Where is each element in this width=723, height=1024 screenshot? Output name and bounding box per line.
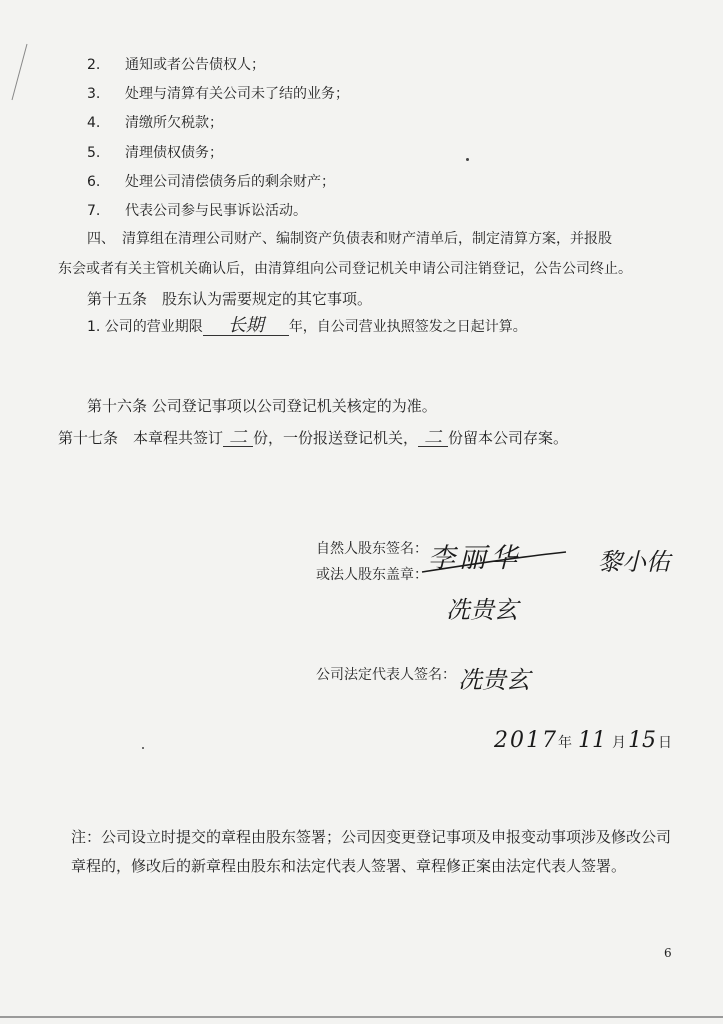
date-year: 2017 [494, 728, 558, 753]
copies-total-blank [223, 427, 253, 448]
list-item-number: 7. [87, 203, 101, 219]
copies-total-value: 二 [229, 427, 248, 448]
date-day-label: 日 [658, 735, 672, 751]
legal-representative-signature: 冼贵玄 [458, 666, 530, 694]
business-term-blank [203, 315, 289, 336]
list-item-text: 清缴所欠税款； [125, 115, 223, 131]
scan-mark [0, 40, 30, 110]
copies-kept-value: 二 [424, 427, 443, 448]
legal-person-seal-label: 或法人股东盖章： [316, 567, 428, 583]
list-item [87, 144, 223, 162]
list-item-text: 清理债权债务； [125, 145, 223, 161]
shareholder-signature-3: 冼贵玄 [446, 596, 518, 624]
list-item [87, 202, 307, 220]
article-17-middle: 份，一份报送登记机关， [253, 429, 419, 447]
date-year-label: 年 [558, 735, 572, 751]
list-item-number: 2. [87, 57, 101, 73]
list-item [87, 173, 335, 191]
article-15-heading: 第十五条 股东认为需要规定的其它事项。 [87, 290, 373, 308]
scan-bottom-edge [0, 1016, 723, 1018]
natural-person-signature-label: 自然人股东签名： [316, 541, 428, 557]
list-item-text: 通知或者公告债权人； [125, 57, 265, 73]
list-item [87, 85, 349, 103]
list-item-text: 处理与清算有关公司未了结的业务； [125, 86, 349, 102]
signing-date [494, 728, 672, 753]
date-month: 11 [578, 728, 606, 753]
list-item-number: 6. [87, 174, 101, 190]
signature-strike [420, 548, 570, 578]
article-17-suffix: 份留本公司存案。 [448, 429, 569, 447]
article-17-line [58, 429, 568, 447]
business-term-label: 1. 公司的营业期限 [87, 319, 203, 335]
scan-speck [466, 158, 469, 161]
business-term-line [87, 315, 527, 336]
page-number: 6 [664, 946, 672, 960]
article-17-prefix: 第十七条 本章程共签订 [58, 429, 224, 447]
date-month-label: 月 [612, 735, 626, 751]
note-line-2: 章程的，修改后的新章程由股东和法定代表人签署、章程修正案由法定代表人签署。 [71, 857, 627, 875]
business-term-suffix: 年，自公司营业执照签发之日起计算。 [288, 319, 527, 335]
copies-kept-blank [418, 427, 448, 448]
shareholder-signature-1: 李丽华 [428, 543, 521, 574]
scan-speck [142, 747, 144, 749]
list-item-number: 3. [87, 86, 101, 102]
list-item-number: 5. [87, 145, 101, 161]
paragraph-four-line-2: 东会或者有关主管机关确认后，由清算组向公司登记机关申请公司注销登记，公告公司终止。 [58, 261, 632, 277]
list-item [87, 114, 223, 132]
paragraph-four-line-1: 四、 清算组在清理公司财产、编制资产负债表和财产清单后，制定清算方案，并报股 [87, 231, 612, 247]
article-16-text: 第十六条 公司登记事项以公司登记机关核定的为准。 [87, 397, 437, 415]
list-item-text: 代表公司参与民事诉讼活动。 [125, 203, 307, 219]
date-day: 15 [628, 728, 656, 753]
business-term-value: 长期 [227, 315, 264, 336]
list-item [87, 56, 265, 74]
note-line-1: 注：公司设立时提交的章程由股东签署；公司因变更登记事项及申报变动事项涉及修改公司 [71, 828, 672, 846]
list-item-text: 处理公司清偿债务后的剩余财产； [125, 174, 335, 190]
legal-representative-label: 公司法定代表人签名： [316, 667, 456, 683]
list-item-number: 4. [87, 115, 101, 131]
shareholder-signature-2: 黎小佑 [598, 548, 670, 576]
